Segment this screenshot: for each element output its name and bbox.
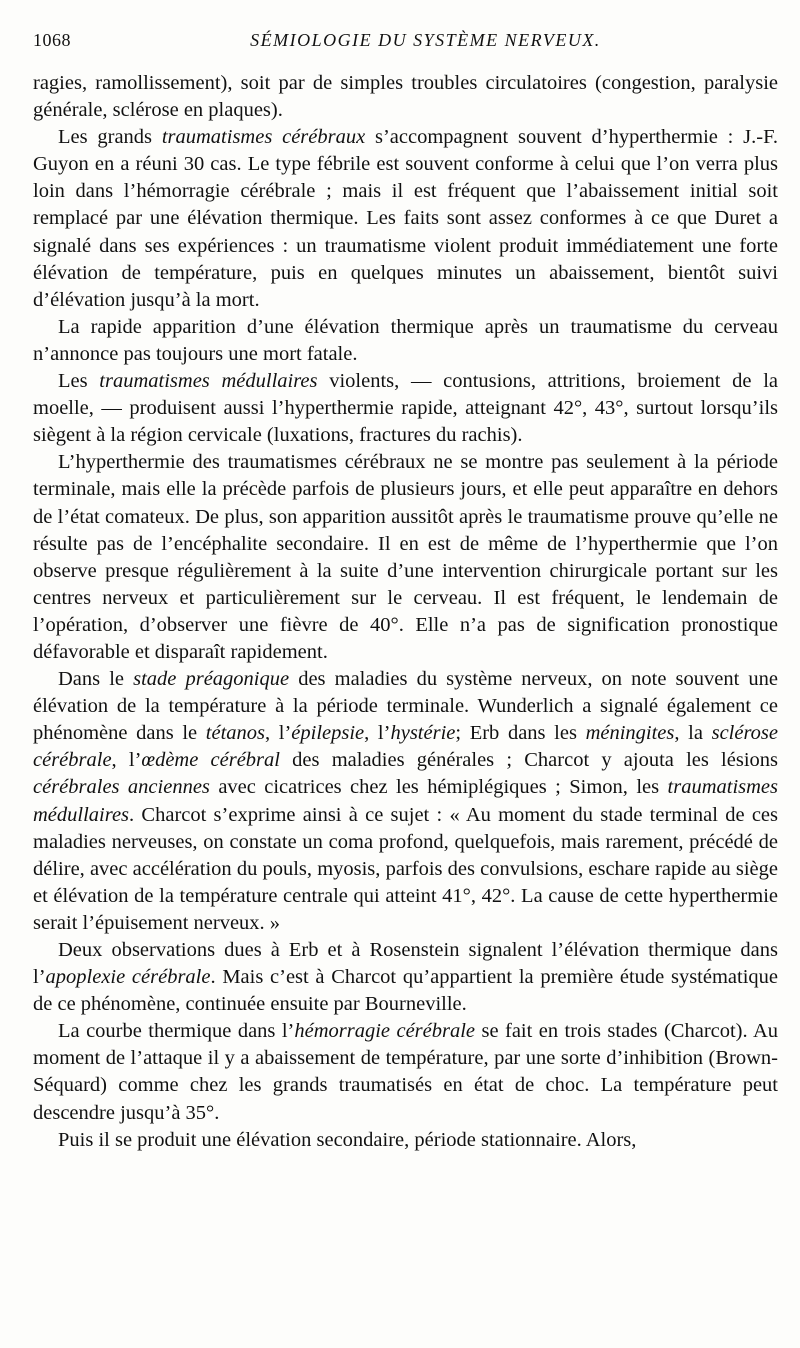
italic-text: hystérie xyxy=(390,722,456,745)
text-run: . Mais c’est à Charcot qu’appartient la première étude systématique de ce phénomène, continuée ensuite par Bourneville. xyxy=(33,966,779,1016)
italic-text: sclérose cérébrale xyxy=(33,722,779,772)
page-header xyxy=(33,30,778,58)
italic-text: traumatismes cérébraux xyxy=(161,126,366,149)
text-run: Dans le xyxy=(58,668,134,691)
paragraph xyxy=(33,314,778,368)
text-run: La rapide apparition d’une élévation thermique après un traumatisme du cerveau n’annonce pas toujours une mort fatale. xyxy=(33,315,778,365)
text-run: , la xyxy=(674,722,712,745)
italic-text: hémorragie cérébrale xyxy=(294,1020,476,1043)
italic-text: traumatismes médullaires xyxy=(33,776,778,826)
italic-text: cérébrales anciennes xyxy=(33,776,210,799)
text-run: violents, — contusions, attritions, broiement de la moelle, — produisent aussi l’hyperthermie rapide, atteignant 42°, 43°, surtout lorsqu’ils siègent à la région cervicale (luxations, fractures du rachis). xyxy=(33,370,778,447)
text-run: avec cicatrices chez les hémiplégiques ; Simon, les xyxy=(209,776,668,799)
text-run: . Charcot s’exprime ainsi à ce sujet : « Au moment du stade terminal de ces maladies nerveuses, on constate un coma profond, quelquefois, mais rarement, précédé de délire, avec accélération du pouls, myosis, parfois des convulsions, eschare rapide au siège et élévation de la température centrale qui atteint 41°, 42°. La cause de cette hyperthermie serait l’épuisement nerveux. » xyxy=(33,803,778,934)
text-run: s’accompagnent souvent d’hyperthermie : J.-F. Guyon en a réuni 30 cas. Le type fébrile est souvent conforme à celui que l’on verra plus loin dans l’hémorragie cérébrale ; mais il est fréquent que l’abaissement initial soit remplacé par une élévation thermique. Les faits sont assez conformes à ce que Duret a signalé dans ses expériences : un traumatisme violent produit immédiatement une forte élévation de température, puis en quelques minutes un abaissement, bientôt suivi d’élévation jusqu’à la mort. xyxy=(33,126,778,311)
body-text xyxy=(33,70,778,1154)
paragraph xyxy=(33,124,778,314)
text-run: Les grands xyxy=(58,126,162,149)
italic-text: stade préagonique xyxy=(133,668,290,691)
text-run: L’hyperthermie des traumatismes cérébraux ne se montre pas seulement à la période terminale, mais elle la précède parfois de plusieurs jours, et elle peut apparaître en dehors de l’état comateux. De plus, son apparition aussitôt après le traumatisme prouve qu’elle ne résulte pas de l’encéphalite secondaire. Il en est de même de l’hyperthermie que l’on observe presque régulièrement à la suite d’une intervention chirurgicale portant sur les centres nerveux et particulièrement sur le cerveau. Il est fréquent, le lendemain de l’opération, d’observer une fièvre de 40°. Elle n’a pas de signification pronostique défavorable et disparaît rapidement. xyxy=(33,451,778,663)
italic-text: œdème cérébral xyxy=(141,749,280,772)
italic-text: traumatismes médullaires xyxy=(99,370,318,393)
paragraph xyxy=(33,1127,778,1154)
text-run: Les xyxy=(58,370,100,393)
text-run: Puis il se produit une élévation secondaire, période stationnaire. Alors, xyxy=(58,1128,637,1151)
paragraph xyxy=(33,666,778,937)
text-run: , l’ xyxy=(364,722,391,745)
text-run: ragies, ramollissement), soit par de simples troubles circulatoires (congestion, paralysie générale, sclérose en plaques). xyxy=(33,72,778,122)
italic-text: apoplexie cérébrale xyxy=(45,966,211,989)
paragraph xyxy=(33,937,778,1018)
text-run: La courbe thermique dans l’ xyxy=(58,1020,295,1043)
text-run: se fait en trois stades (Charcot). Au moment de l’attaque il y a abaissement de température, par une sorte d’inhibition (Brown-Séquard) comme chez les grands traumatisés en état de choc. La température peut descendre jusqu’à 35°. xyxy=(33,1020,779,1124)
text-run: des maladies générales ; Charcot y ajouta les lésions xyxy=(279,749,779,772)
paragraph xyxy=(33,1018,778,1126)
paragraph xyxy=(33,70,778,124)
italic-text: tétanos xyxy=(205,722,265,745)
italic-text: épilepsie xyxy=(291,722,365,745)
page-number: 1068 xyxy=(33,30,71,50)
running-title: SÉMIOLOGIE DU SYSTÈME NERVEUX. xyxy=(250,30,601,50)
text-run: , l’ xyxy=(111,749,142,772)
text-run: ; Erb dans les xyxy=(455,722,586,745)
text-run: des maladies du système nerveux, on note souvent une élévation de la température à la période terminale. Wunderlich a signalé également ce phénomène dans le xyxy=(33,668,778,745)
paragraph xyxy=(33,449,778,666)
italic-text: méningites xyxy=(585,722,675,745)
text-run: , l’ xyxy=(265,722,292,745)
paragraph xyxy=(33,368,778,449)
text-run: Deux observations dues à Erb et à Rosenstein signalent l’élévation thermique dans l’ xyxy=(33,939,778,989)
